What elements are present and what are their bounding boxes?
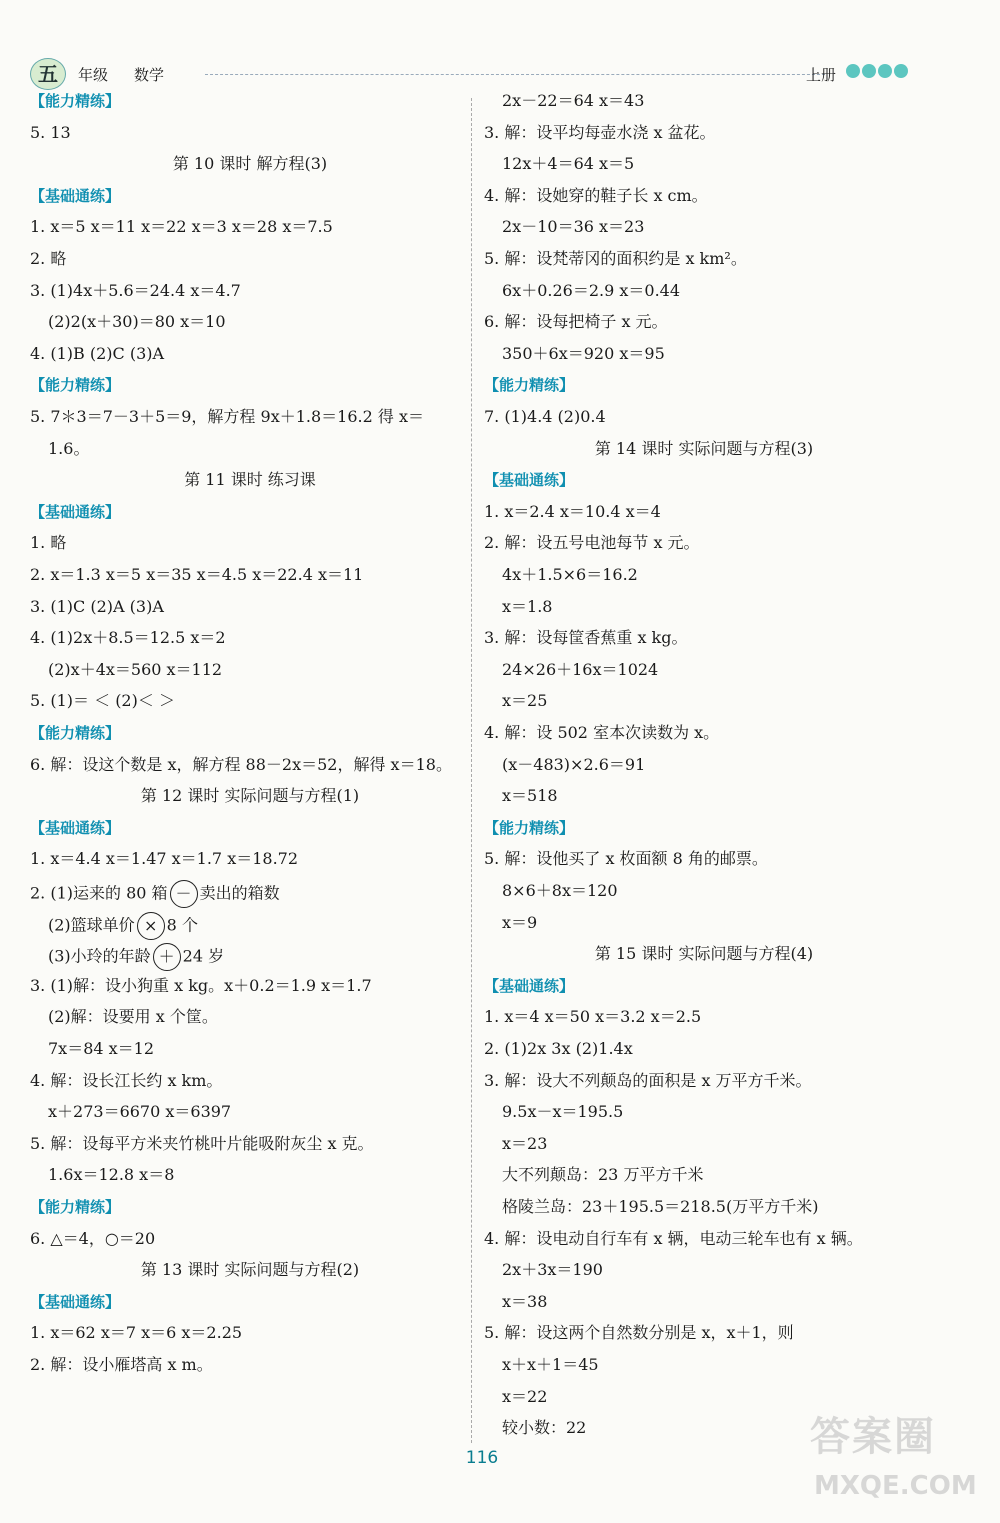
section-tag (484, 817, 574, 839)
lesson-title (484, 438, 924, 460)
answer-line (48, 1006, 218, 1028)
answer-line (502, 1354, 599, 1376)
lesson-title (30, 785, 470, 807)
line-text: (x－483)×2.6＝91 (502, 754, 646, 774)
line-text: 1. x＝62 x＝7 x＝6 x＝2.25 (30, 1323, 243, 1343)
line-text: 5. 解：设每平方米夹竹桃叶片能吸附灰尘 x 克。 (30, 1133, 374, 1153)
answer-line (30, 975, 372, 997)
line-text: (2)x＋4x＝560 x＝112 (48, 659, 223, 679)
line-text: x＋x＋1＝45 (502, 1355, 599, 1374)
header-rule (205, 74, 825, 75)
section-tag (30, 185, 120, 207)
answer-line (502, 596, 552, 618)
line-text: 【能力精练】 (484, 376, 575, 395)
line-text-after: 卖出的箱数 (199, 883, 280, 903)
grade-badge: 五 (30, 58, 66, 90)
answer-line (484, 311, 668, 333)
section-tag (484, 469, 574, 491)
answer-line (484, 501, 661, 523)
line-text: 9.5x－x＝195.5 (502, 1102, 624, 1122)
line-text: 【基础通练】 (30, 502, 121, 521)
line-text: x＋273＝6670 x＝6397 (48, 1102, 232, 1122)
line-text: 4. 解：设长江长约 x km。 (30, 1070, 223, 1090)
line-text: 4. 解：设 502 室本次读数为 x。 (484, 723, 720, 742)
answer-line (502, 785, 558, 807)
answer-line (484, 406, 606, 428)
section-tag (30, 501, 120, 523)
line-text: 第 14 课时 实际问题与方程(3) (594, 438, 814, 458)
circled-operator: ＋ (153, 943, 181, 971)
column-divider (471, 98, 472, 1443)
answer-line (30, 532, 66, 554)
section-tag (30, 1291, 120, 1313)
line-text: 第 11 课时 练习课 (184, 470, 316, 490)
line-text: 大不列颠岛：23 万平方千米 (502, 1165, 704, 1185)
answer-line (30, 216, 333, 238)
answer-line (502, 659, 658, 681)
answer-line (48, 659, 222, 681)
line-text: 4. (1)B (2)C (3)A (30, 343, 165, 363)
line-text: 格陵兰岛：23＋195.5＝218.5(万平方千米) (502, 1197, 819, 1216)
line-text: 6. △＝4，○＝20 (30, 1228, 156, 1248)
line-text: 【基础通练】 (30, 818, 121, 837)
answer-line (484, 185, 708, 207)
line-text: 第 12 课时 实际问题与方程(1) (140, 786, 360, 806)
answer-line (484, 248, 747, 270)
line-text: (3)小玲的年龄 (48, 946, 151, 966)
lesson-title (30, 1259, 470, 1281)
line-text: x＝25 (502, 691, 548, 711)
line-text: 较小数：22 (502, 1418, 587, 1438)
line-text: 【基础通练】 (484, 976, 575, 995)
answer-line (48, 1038, 154, 1060)
answer-line (484, 722, 719, 744)
answer-line (502, 1196, 818, 1218)
line-text: 2. 略 (30, 249, 67, 268)
line-text: 【能力精练】 (484, 818, 575, 837)
line-text: 第 10 课时 解方程(3) (172, 154, 328, 174)
line-text: 8×6＋8x＝120 (502, 881, 618, 900)
line-text: 3. (1)解：设小狗重 x kg。x＋0.2＝1.9 x＝1.7 (30, 975, 372, 995)
line-text-after: 8 个 (166, 915, 198, 935)
line-text: 2. x＝1.3 x＝5 x＝35 x＝4.5 x＝22.4 x＝11 (30, 565, 364, 584)
line-text: 2x＋3x＝190 (502, 1260, 603, 1280)
watermark-logo: 答案圈 (810, 1414, 936, 1460)
line-text: 7x＝84 x＝12 (48, 1039, 155, 1058)
answer-line (484, 1070, 812, 1092)
answer-line (502, 564, 638, 586)
line-text: 【基础通练】 (484, 471, 575, 490)
line-text: 5. (1)＝ ＜ (2)＜ ＞ (30, 691, 175, 711)
section-tag (484, 975, 574, 997)
line-text: 4. 解：设她穿的鞋子长 x cm。 (484, 185, 708, 205)
answer-line (30, 627, 226, 649)
lesson-title (484, 943, 924, 965)
answer-line (502, 90, 644, 112)
line-text: (2)2(x＋30)＝80 x＝10 (48, 312, 226, 332)
answer-line (502, 280, 680, 302)
line-text: (2)篮球单价 (48, 915, 135, 935)
answer-line (502, 153, 634, 175)
answer-line (484, 122, 716, 144)
line-text: 5. 解：设这两个自然数分别是 x，x＋1，则 (484, 1323, 794, 1343)
line-text: 3. (1)C (2)A (3)A (30, 596, 164, 616)
answer-line (30, 564, 363, 586)
answer-line (30, 1228, 155, 1250)
line-text: 3. 解：设大不列颠岛的面积是 x 万平方千米。 (484, 1070, 812, 1090)
answer-line (502, 690, 547, 712)
answer-line (30, 690, 175, 712)
line-text: 3. (1)4x＋5.6＝24.4 x＝4.7 (30, 280, 241, 300)
lesson-title (30, 153, 470, 175)
line-text: (2)解：设要用 x 个筐。 (48, 1007, 218, 1027)
page-number: 116 (465, 1448, 499, 1468)
line-text: 【能力精练】 (30, 92, 121, 110)
answer-line (484, 1038, 633, 1060)
answer-line (48, 1101, 231, 1123)
line-text: 5. 13 (30, 122, 71, 142)
section-tag (30, 817, 120, 839)
section-tag (30, 374, 120, 396)
answer-line (30, 122, 71, 144)
line-text: 7. (1)4.4 (2)0.4 (484, 407, 606, 426)
answer-line (48, 943, 224, 971)
subject-label: 数学 (134, 66, 165, 84)
answer-line (30, 880, 280, 908)
watermark (810, 1405, 990, 1515)
line-text: x＝23 (502, 1133, 548, 1153)
section-tag (30, 1196, 120, 1218)
line-text: 1.6x＝12.8 x＝8 (48, 1165, 175, 1185)
grade-label: 年级 (78, 66, 109, 84)
answer-line (502, 1417, 586, 1439)
line-text: 【能力精练】 (30, 724, 121, 742)
answer-line (30, 1322, 242, 1344)
line-text: 3. 解：设平均每壶水浇 x 盆花。 (484, 122, 716, 142)
line-text: x＝518 (502, 786, 558, 806)
line-text: 5. 解：设他买了 x 枚面额 8 角的邮票。 (484, 849, 768, 869)
line-text: 1. x＝4.4 x＝1.47 x＝1.7 x＝18.72 (30, 849, 299, 869)
answer-line (30, 1070, 222, 1092)
line-text: 2. 解：设小雁塔高 x m。 (30, 1355, 213, 1374)
line-text: 4x＋1.5×6＝16.2 (502, 565, 638, 584)
answer-line (30, 1133, 374, 1155)
header-dots (846, 64, 908, 78)
answer-line (502, 216, 644, 238)
answer-line (502, 1259, 603, 1281)
line-text: 6x＋0.26＝2.9 x＝0.44 (502, 280, 681, 300)
page-header (30, 58, 910, 88)
line-text: 第 15 课时 实际问题与方程(4) (594, 944, 814, 964)
line-text: 350＋6x＝920 x＝95 (502, 343, 665, 363)
line-text: 【能力精练】 (30, 376, 121, 395)
line-text: 第 13 课时 实际问题与方程(2) (140, 1260, 360, 1280)
answer-line (30, 343, 164, 365)
line-text: 1. x＝2.4 x＝10.4 x＝4 (484, 501, 661, 521)
answer-line (502, 1164, 703, 1186)
answer-line (30, 1354, 213, 1376)
section-tag (30, 90, 120, 112)
line-text: 2. (1)2x 3x (2)1.4x (484, 1039, 633, 1058)
answer-line (30, 280, 241, 302)
answer-line (48, 311, 226, 333)
circled-operator: － (170, 880, 198, 908)
answer-line (502, 1291, 547, 1313)
line-text: 6. 解：设这个数是 x，解方程 88－2x＝52，解得 x＝18。 (30, 754, 452, 774)
answer-line (30, 754, 452, 776)
section-tag (30, 722, 120, 744)
line-text: 4. (1)2x＋8.5＝12.5 x＝2 (30, 628, 226, 648)
line-text: x＝38 (502, 1291, 548, 1311)
answer-line (48, 1164, 174, 1186)
line-text: 2. 解：设五号电池每节 x 元。 (484, 533, 700, 553)
line-text: x＝1.8 (502, 596, 553, 616)
line-text: 2x－22＝64 x＝43 (502, 91, 645, 110)
line-text: 1. 略 (30, 533, 67, 553)
line-text: 4. 解：设电动自行车有 x 辆，电动三轮车也有 x 辆。 (484, 1228, 863, 1248)
line-text-after: 24 岁 (182, 946, 225, 966)
lesson-title (30, 469, 470, 491)
answer-line (30, 406, 424, 428)
answer-line (502, 1101, 623, 1123)
answer-line (30, 248, 66, 270)
section-tag (484, 374, 574, 396)
line-text: 【能力精练】 (30, 1198, 121, 1216)
line-text: x＝22 (502, 1386, 548, 1406)
line-text: 2. (1)运来的 80 箱 (30, 883, 168, 903)
answer-line (48, 912, 198, 940)
answer-line (30, 596, 164, 618)
line-text: 1. x＝5 x＝11 x＝22 x＝3 x＝28 x＝7.5 (30, 217, 333, 237)
line-text: 24×26＋16x＝1024 (502, 659, 659, 679)
watermark-url: MXQE.COM (814, 1471, 977, 1501)
answer-line (502, 754, 645, 776)
answer-line (502, 1386, 547, 1408)
answer-line (484, 1322, 794, 1344)
answer-line (502, 912, 537, 934)
volume-label: 上册 (806, 66, 837, 84)
line-text: 【基础通练】 (30, 186, 121, 205)
line-text: x＝9 (502, 912, 538, 932)
answer-line (484, 532, 700, 554)
answer-line (484, 1006, 701, 1028)
answer-line (484, 848, 768, 870)
line-text: 2x－10＝36 x＝23 (502, 217, 645, 237)
answer-line (30, 848, 298, 870)
line-text: 5. 7＊3＝7－3＋5＝9，解方程 9x＋1.8＝16.2 得 x＝ (30, 407, 424, 426)
answer-line (502, 880, 618, 902)
answer-line (48, 438, 89, 460)
circled-operator: × (137, 912, 165, 940)
line-text: 12x＋4＝64 x＝5 (502, 154, 635, 174)
line-text: 3. 解：设每筐香蕉重 x kg。 (484, 628, 688, 648)
answer-line (502, 1133, 547, 1155)
line-text: 1.6。 (48, 438, 90, 458)
answer-line (502, 343, 665, 365)
line-text: 【基础通练】 (30, 1292, 121, 1311)
answer-line (484, 627, 688, 649)
line-text: 5. 解：设梵蒂冈的面积约是 x km²。 (484, 249, 747, 268)
line-text: 1. x＝4 x＝50 x＝3.2 x＝2.5 (484, 1007, 702, 1027)
line-text: 6. 解：设每把椅子 x 元。 (484, 312, 668, 332)
answer-line (484, 1228, 863, 1250)
